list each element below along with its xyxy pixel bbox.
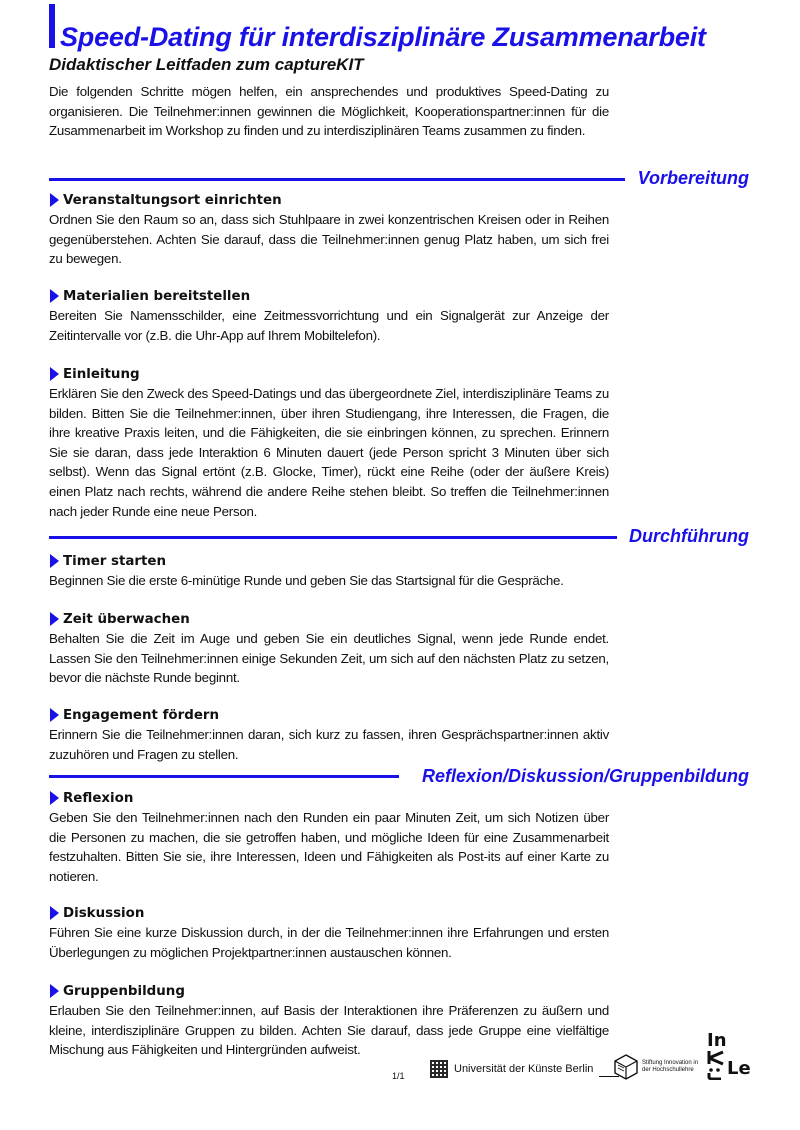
step-heading (49, 904, 609, 922)
step-heading-label: Timer starten (63, 553, 167, 569)
section-title-reflexion: Reflexion/Diskussion/Gruppenbildung (421, 766, 749, 786)
step-heading (49, 982, 609, 1000)
arrow-right-icon (50, 906, 59, 920)
arrow-right-icon (50, 367, 59, 381)
section-divider-durchfuehrung (49, 536, 617, 539)
step-gruppenbildung (49, 982, 609, 1060)
udk-logo-text: Universität der Künste Berlin (454, 1063, 594, 1075)
step-text: Bereiten Sie Namensschilder, eine Zeitmessvorrichtung und ein Signalgerät zur Anzeige der Zeitintervalle vor (z.B. die Uhr-App auf Ihrem Mobiltelefon). (49, 308, 609, 343)
step-heading-label: Reflexion (63, 790, 134, 806)
title-accent-bar (49, 4, 55, 48)
step-heading-label: Veranstaltungsort einrichten (63, 192, 282, 208)
step-text: Erinnern Sie die Teilnehmer:innen daran, sich kurz zu fassen, ihren Gesprächspartner:innen aktiv zuzuhören und Fragen zu stellen. (49, 727, 609, 762)
arrow-right-icon (50, 612, 59, 626)
arrow-right-icon (50, 554, 59, 568)
step-timer-starten (49, 552, 609, 591)
step-heading (49, 365, 609, 383)
step-heading (49, 706, 609, 724)
inkule-bottom-text: Le (727, 1058, 751, 1079)
step-veranstaltungsort (49, 191, 609, 269)
step-heading-label: Einleitung (63, 366, 140, 382)
step-heading (49, 610, 609, 628)
step-reflexion (49, 789, 609, 886)
step-zeit-ueberwachen (49, 610, 609, 688)
arrow-right-icon (50, 708, 59, 722)
step-text: Führen Sie eine kurze Diskussion durch, in der die Teilnehmer:innen ihre Erfahrungen und ersten Überlegungen zu möglichen Projektpartner:innen austauschen können. (49, 925, 609, 960)
page-title: Speed-Dating für interdisziplinäre Zusammenarbeit (60, 22, 706, 52)
step-heading-label: Diskussion (63, 905, 145, 921)
udk-grid-icon (430, 1060, 448, 1078)
step-text: Behalten Sie die Zeit im Auge und geben Sie ein deutliches Signal, wenn jede Runde endet. Lassen Sie den Teilnehmer:innen einige Sekunden Zeit, um sich auf den nächsten Platz zu setzen, bevor die nächste Runde beginnt. (49, 631, 609, 686)
step-heading-label: Zeit überwachen (63, 611, 190, 627)
step-materialien (49, 287, 609, 345)
intro-paragraph: Die folgenden Schritte mögen helfen, ein ansprechendes und produktives Speed-Dating zu organisieren. Die Teilnehmer:innen gewinnen die Möglichkeit, Kooperationspartner:innen für die Zusammenarbeit im Workshop zu finden und zu interdisziplinären Teams zusammen zu finden. (49, 84, 609, 139)
arrow-right-icon (50, 289, 59, 303)
page-subtitle: Didaktischer Leitfaden zum captureKIT (49, 55, 364, 74)
arrow-right-icon (50, 791, 59, 805)
step-heading-label: Materialien bereitstellen (63, 288, 251, 304)
arrow-right-icon (50, 984, 59, 998)
step-text: Geben Sie den Teilnehmer:innen nach den Runden ein paar Minuten Zeit, um sich Notizen über die Personen zu machen, die sie getroffen haben, und mögliche Ideen für eine Zusammenarbeit festzuhalten. Bitten Sie sie, ihre Interessen, Ideen und Fähigkeiten als Post-its auf einer Karte zu notieren. (49, 810, 609, 884)
step-heading (49, 789, 609, 807)
step-heading (49, 191, 609, 209)
step-heading-label: Engagement fördern (63, 707, 220, 723)
step-heading-label: Gruppenbildung (63, 983, 185, 999)
step-heading (49, 552, 609, 570)
inkule-top-text: In (707, 1030, 727, 1051)
section-title-durchfuehrung: Durchführung (629, 526, 749, 546)
section-divider-vorbereitung (49, 178, 625, 181)
inkule-logo (705, 1032, 753, 1082)
inkule-k-glyph-icon (707, 1050, 727, 1080)
stiftung-text: Stiftung Innovation in der Hochschullehre (642, 1060, 699, 1073)
udk-logo (430, 1058, 619, 1080)
step-text: Beginnen Sie die erste 6-minütige Runde und geben Sie das Startsignal für die Gespräche. (49, 573, 564, 588)
step-heading (49, 287, 609, 305)
section-title-vorbereitung: Vorbereitung (637, 168, 749, 188)
section-divider-reflexion (49, 775, 399, 778)
stiftung-logo (614, 1054, 702, 1080)
stiftung-cube-icon (614, 1054, 638, 1080)
step-text: Erlauben Sie den Teilnehmer:innen, auf Basis der Interaktionen ihre Präferenzen zu äußern und kleine, interdisziplinäre Gruppen zu bilden. Achten Sie darauf, dass jede Gruppe eine vielfältige Mischung aus Fähigkeiten und Hintergründen aufweist. (49, 1003, 609, 1058)
page-number: 1/1 (392, 1071, 405, 1081)
step-diskussion (49, 904, 609, 962)
step-text: Ordnen Sie den Raum so an, dass sich Stuhlpaare in zwei konzentrischen Kreisen oder in Reihen gegenüberstehen. Achten Sie darauf, dass die Teilnehmer:innen genug Platz haben, um sich frei zu bewegen. (49, 212, 609, 267)
step-engagement (49, 706, 609, 764)
arrow-right-icon (50, 193, 59, 207)
step-einleitung (49, 365, 609, 521)
step-text: Erklären Sie den Zweck des Speed-Datings und das übergeordnete Ziel, interdisziplinäre Teams zu bilden. Bitten Sie die Teilnehmer:innen, über ihren Studiengang, ihre Interessen, die Fragen, die ihre kreative Praxis leiten, und die Fähigkeiten, die sie einbringen können, zu sprechen. Erinnern Sie sie daran, dass jede Interaktion 6 Minuten dauert (jede Person spricht 3 Minuten über sich selbst). Wenn das Signal ertönt (z.B. Glocke, Timer), rückt eine Reihe (oder der äußere Kreis) einen Platz nach rechts, während die andere Reihe stehen bleibt. So treffen die Teilnehmer:innen nach jeder Runde eine neue Person. (49, 386, 609, 519)
